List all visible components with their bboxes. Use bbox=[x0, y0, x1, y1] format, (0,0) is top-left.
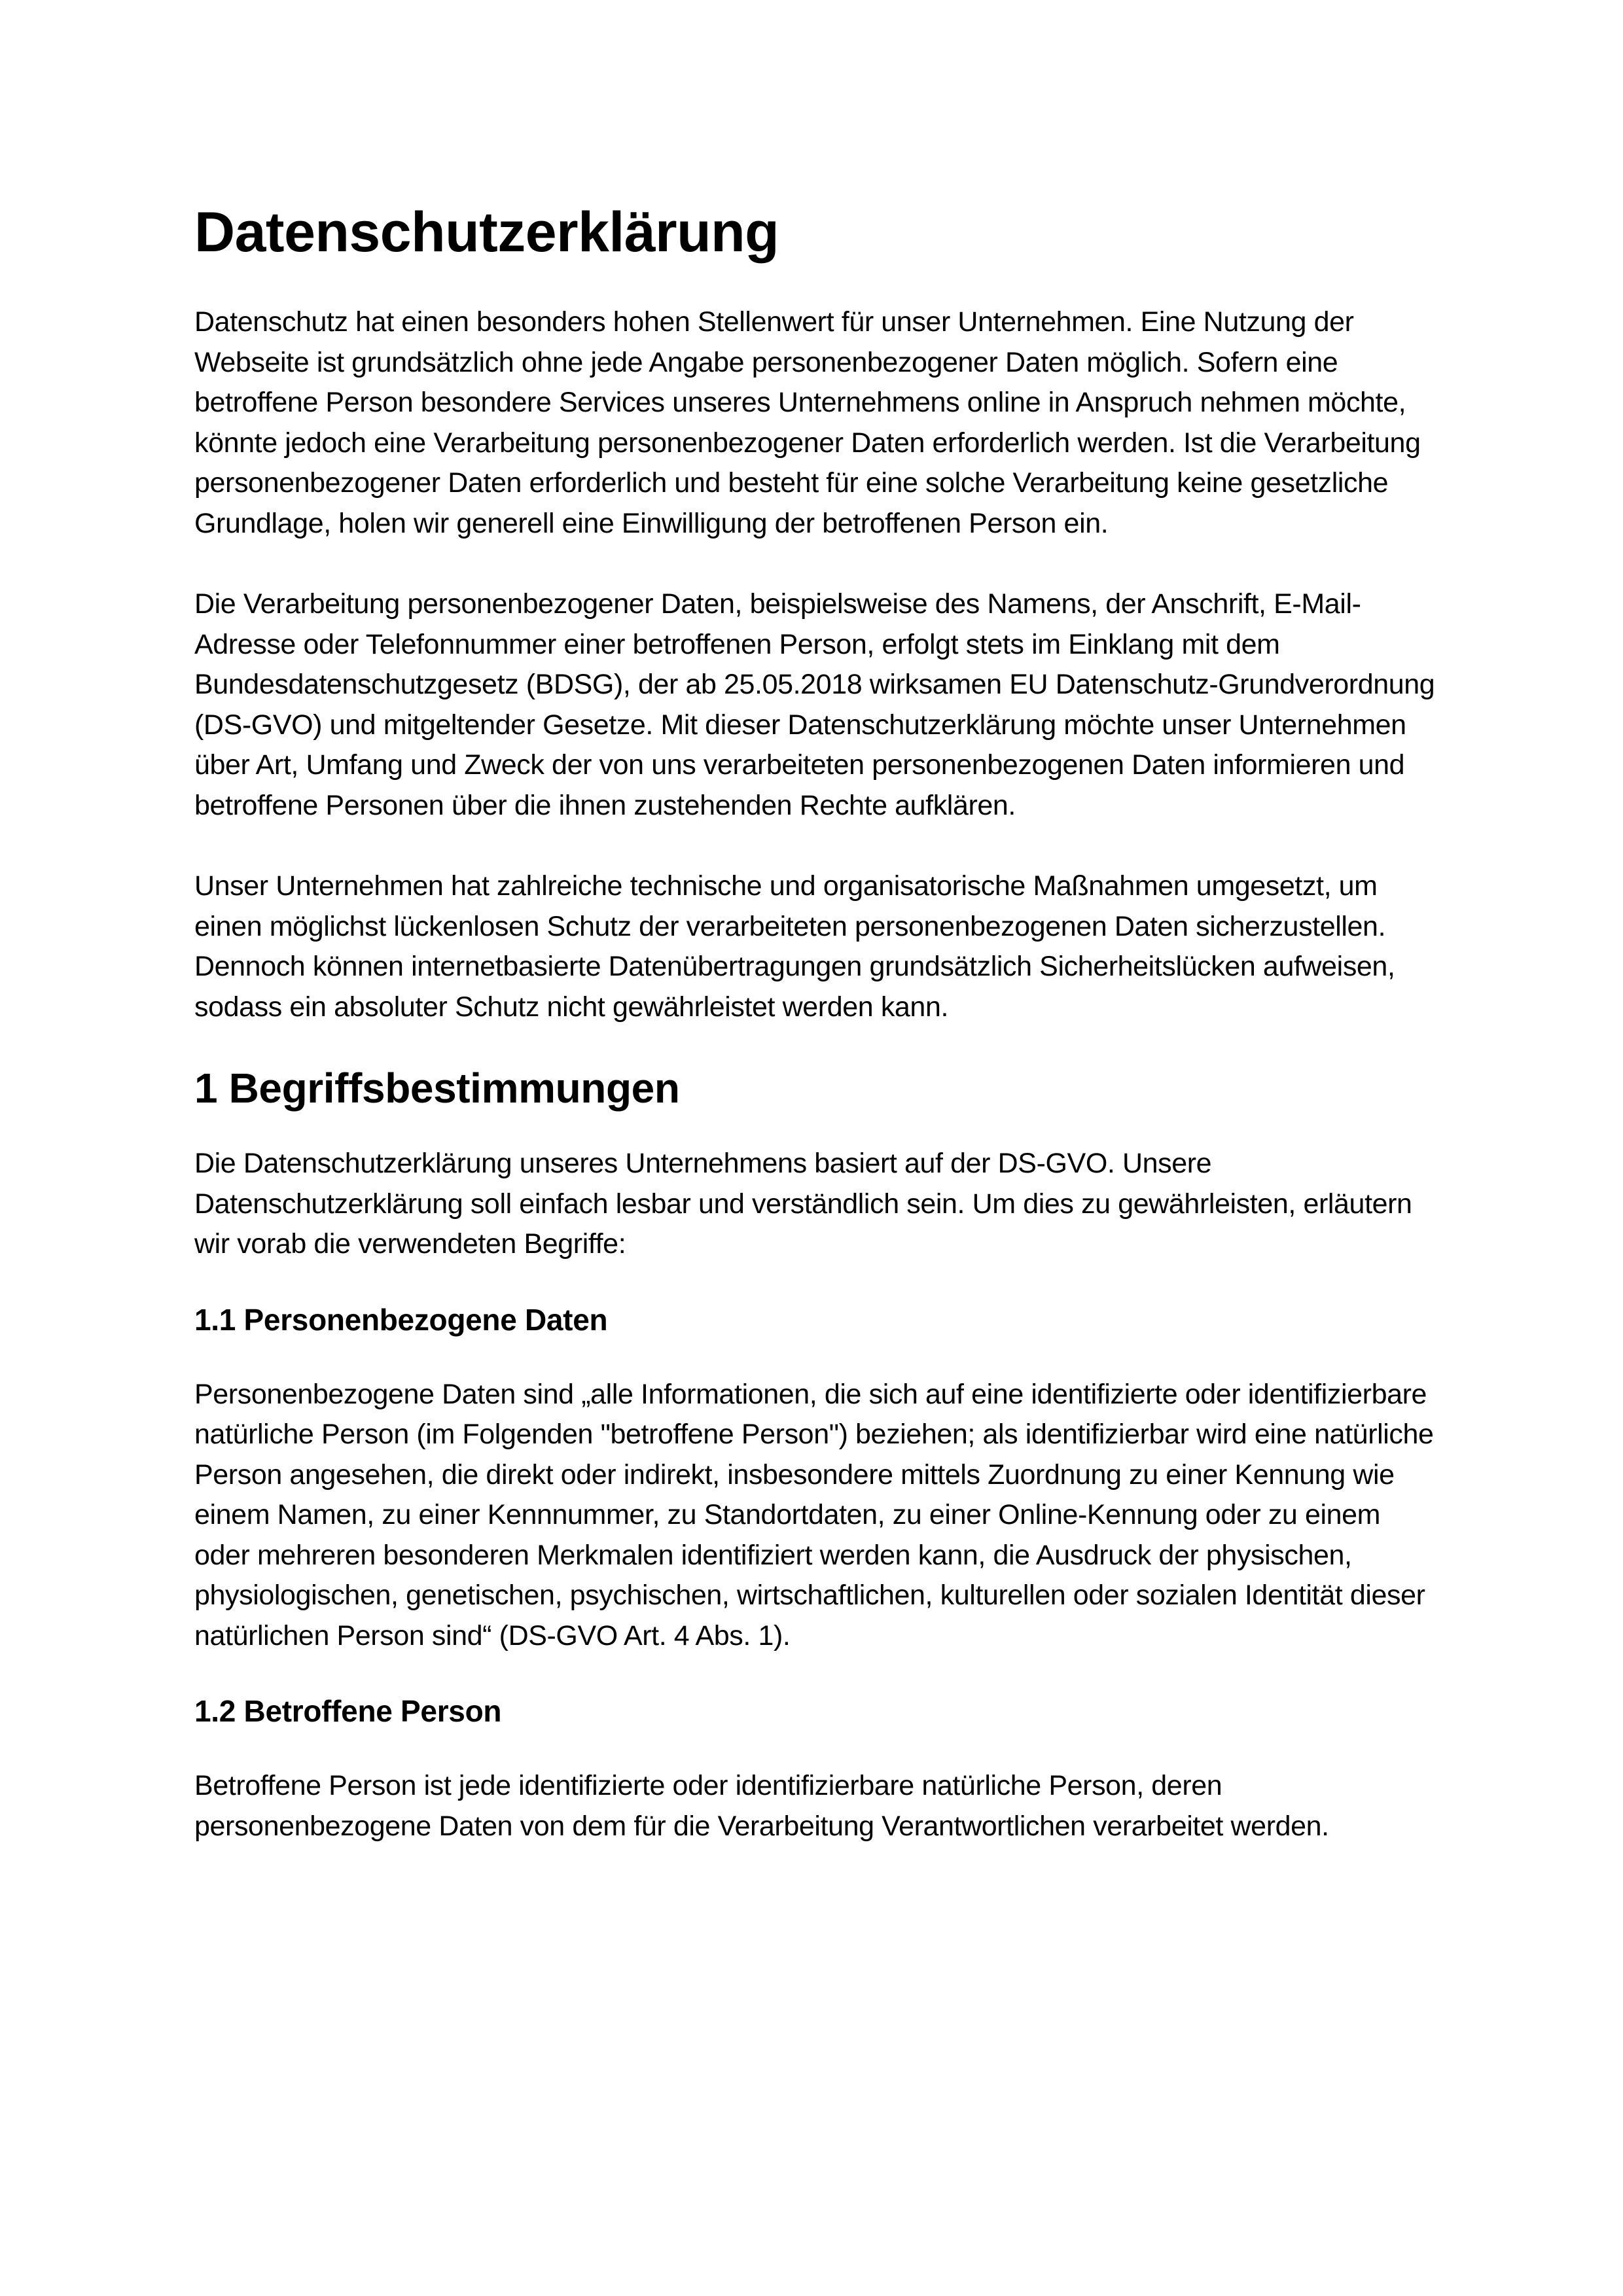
section-1-1-heading: 1.1 Personenbezogene Daten bbox=[194, 1302, 608, 1337]
document-title: Datenschutzerklärung bbox=[194, 201, 779, 264]
intro-paragraph-3: Unser Unternehmen hat zahlreiche technische und organisatorische Maßnahmen umgesetzt, um einen möglichst lückenlosen Schutz der verarbeiteten personenbezogenen Daten sicherzustellen. Dennoch können internetbasierte Datenübertragungen grundsätzlich Sicherheitslücken aufweisen, sodass ein absoluter Schutz nicht gewährleistet werden kann. bbox=[194, 870, 1395, 1023]
document-page bbox=[194, 196, 1438, 1887]
section-1-1-paragraph: Personenbezogene Daten sind „alle Informationen, die sich auf eine identifizierte oder identifizierbare natürliche Person (im Folgenden "betroffene Person") beziehen; als identifizierbar wird eine natürliche Person angesehen, die direkt oder indirekt, insbesondere mittels Zuordnung zu einer Kennung wie einem Namen, zu einer Kennnummer, zu Standortdaten, zu einer Online-Kennung oder zu einem oder mehreren besonderen Merkmalen identifiziert werden kann, die Ausdruck der physischen, physiologischen, genetischen, psychischen, wirtschaftlichen, kulturellen oder sozialen Identität dieser natürlichen Person sind“ (DS-GVO Art. 4 Abs. 1). bbox=[194, 1378, 1434, 1651]
intro-paragraph-1: Datenschutz hat einen besonders hohen Stellenwert für unser Unternehmen. Eine Nutzung der Webseite ist grundsätzlich ohne jede Angabe personenbezogener Daten möglich. Sofern eine betroffene Person besondere Services unseres Unternehmens online in Anspruch nehmen möchte, könnte jedoch eine Verarbeitung personenbezogener Daten erforderlich werden. Ist die Verarbeitung personenbezogener Daten erforderlich und besteht für eine solche Verarbeitung keine gesetzliche Grundlage, holen wir generell eine Einwilligung der betroffenen Person ein. bbox=[194, 306, 1421, 539]
section-1-2-paragraph: Betroffene Person ist jede identifizierte oder identifizierbare natürliche Person, deren personenbezogene Daten von dem für die Verarbeitung Verantwortlichen verarbeitet werden. bbox=[194, 1770, 1329, 1842]
section-1-paragraph: Die Datenschutzerklärung unseres Unternehmens basiert auf der DS-GVO. Unsere Datenschutzerklärung soll einfach lesbar und verständlich sein. Um dies zu gewährleisten, erläutern wir vorab die verwendeten Begriffe: bbox=[194, 1148, 1412, 1260]
section-1-2-heading: 1.2 Betroffene Person bbox=[194, 1694, 502, 1728]
section-1-heading: 1 Begriffsbestimmungen bbox=[194, 1065, 680, 1112]
intro-paragraph-2: Die Verarbeitung personenbezogener Daten, beispielsweise des Namens, der Anschrift, E-Mail-Adresse oder Telefonnummer einer betroffenen Person, erfolgt stets im Einklang mit dem Bundesdatenschutzgesetz (BDSG), der ab 25.05.2018 wirksamen EU Datenschutz-Grundverordnung (DS-GVO) und mitgeltender Gesetze. Mit dieser Datenschutzerklärung möchte unser Unternehmen über Art, Umfang und Zweck der von uns verarbeiteten personenbezogenen Daten informieren und betroffene Personen über die ihnen zustehenden Rechte aufklären. bbox=[194, 588, 1435, 821]
